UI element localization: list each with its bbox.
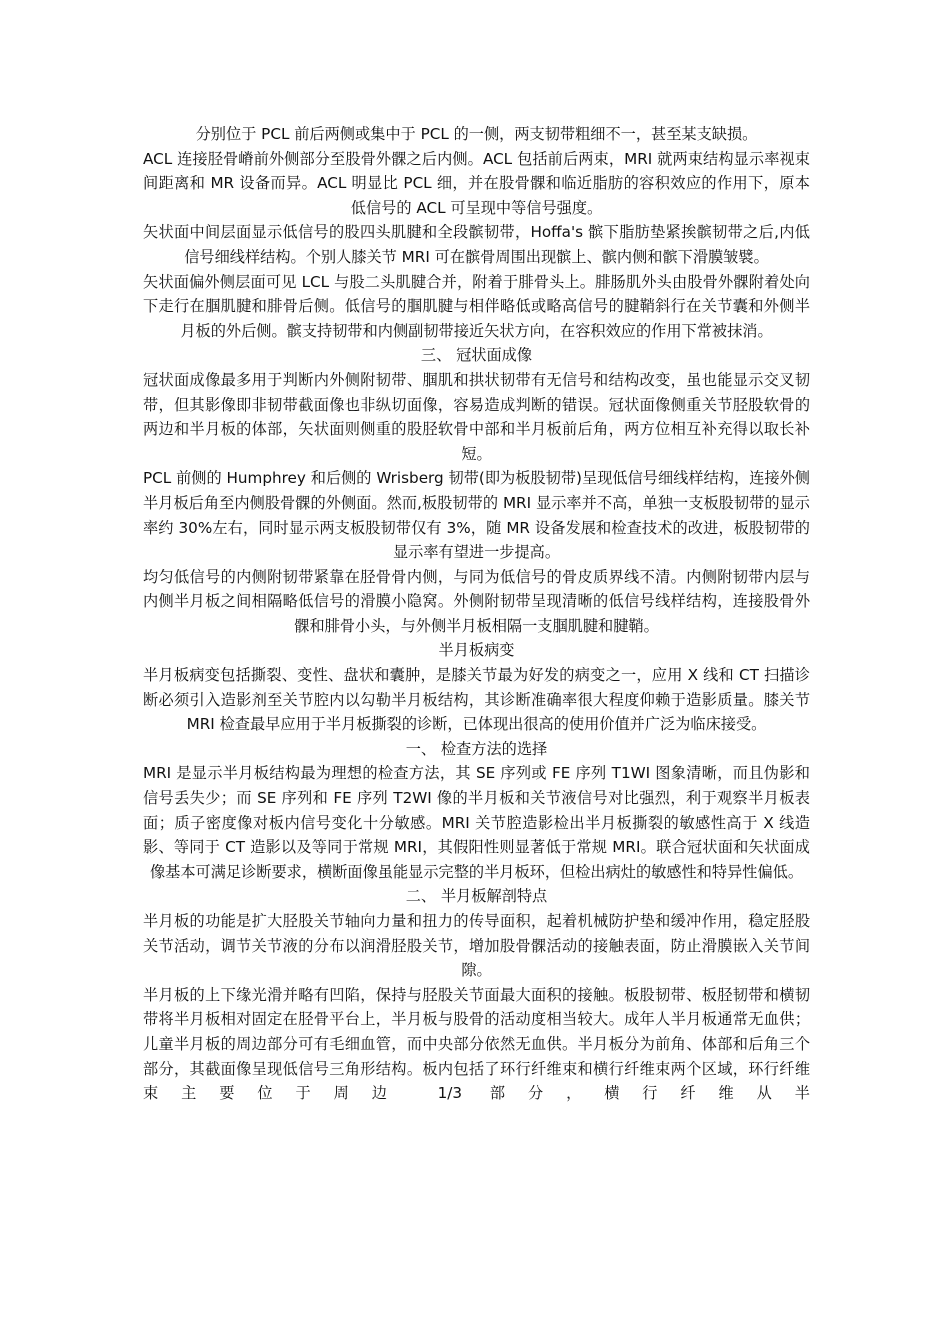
section-heading: 一、 检查方法的选择 <box>405 739 548 758</box>
section-heading: 半月板病变 <box>438 641 515 660</box>
paragraph: 半月板的功能是扩大胫股关节轴向力量和扭力的传导面积，起着机械防护垫和缓冲作用，稳定胫股关节活动，调节关节液的分布以润滑胫股关节，增加股骨髁活动的接触表面，防止滑膜嵌入关节间隙。 <box>143 912 810 980</box>
paragraph: 半月板的上下缘光滑并略有凹陷，保持与胫股关节面最大面积的接触。板股韧带、板胫韧带和横韧带将半月板相对固定在胫骨平台上，半月板与股骨的活动度相当较大。成年人半月板通常无血供；儿童半月板的周边部分可有毛细血管，而中央部分依然无血供。半月板分为前角、体部和后角三个部分，其截面像呈现低信号三角形结构。板内包括了环行纤维束和横行纤维束两个区域，环行纤维束主要位于周边 1/3 部分，横行纤维从半 <box>143 985 810 1103</box>
paragraph: 分别位于 PCL 前后两侧或集中于 PCL 的一侧，两支韧带粗细不一，甚至某支缺损。 <box>195 125 758 143</box>
paragraph: PCL 前侧的 Humphrey 和后侧的 Wrisberg 韧带(即为板股韧带)呈现低信号细线样结构，连接外侧半月板后角至内侧股骨髁的外侧面。然而,板股韧带的 MRI 显示率并不高，单独一支板股韧带的显示率约 30%左右，同时显示两支板股韧带仅有 3%，随 MR 设备发展和检查技术的改进，板股韧带的显示率有望进一步提高。 <box>143 469 810 562</box>
paragraph: 均匀低信号的内侧附韧带紧靠在胫骨骨内侧，与同为低信号的骨皮质界线不清。内侧附韧带内层与内侧半月板之间相隔略低信号的滑膜小隐窝。外侧附韧带呈现清晰的低信号线样结构，连接股骨外髁和腓骨小头，与外侧半月板相隔一支腘肌腱和腱鞘。 <box>143 567 810 635</box>
paragraph: 半月板病变包括撕裂、变性、盘状和囊肿，是膝关节最为好发的病变之一，应用 X 线和 CT 扫描诊断必须引入造影剂至关节腔内以勾勒半月板结构，其诊断准确率很大程度仰赖于造影质量。膝关节 MRI 检查最早应用于半月板撕裂的诊断，已体现出很高的使用价值并广泛为临床接受。 <box>143 666 810 734</box>
paragraph: 冠状面成像最多用于判断内外侧附韧带、腘肌和拱状韧带有无信号和结构改变，虽也能显示交叉韧带，但其影像即非韧带截面像也非纵切面像，容易造成判断的错误。冠状面像侧重关节胫股软骨的两边和半月板的体部，矢状面则侧重的股胫软骨中部和半月板前后角，两方位相互补充得以取长补短。 <box>143 370 810 463</box>
document-body <box>143 122 810 1106</box>
paragraph: 矢状面偏外侧层面可见 LCL 与股二头肌腱合并，附着于腓骨头上。腓肠肌外头由股骨外髁附着处向下走行在腘肌腱和腓骨后侧。低信号的腘肌腱与相伴略低或略高信号的腱鞘斜行在关节囊和外侧半月板的外后侧。髌支持韧带和内侧副韧带接近矢状方向，在容积效应的作用下常被抹消。 <box>143 272 810 340</box>
paragraph: MRI 是显示半月板结构最为理想的检查方法，其 SE 序列或 FE 序列 T1WI 图象清晰，而且伪影和信号丢失少；而 SE 序列和 FE 序列 T2WI 像的半月板和关节液信号对比强烈，利于观察半月板表面；质子密度像对板内信号变化十分敏感。MRI 关节腔造影检出半月板撕裂的敏感性高于 X 线造影、等同于 CT 造影以及等同于常规 MRI，其假阳性则显著低于常规 MRI。联合冠状面和矢状面成像基本可满足诊断要求，横断面像虽能显示完整的半月板环，但检出病灶的敏感性和特异性偏低。 <box>143 764 810 881</box>
paragraph: 矢状面中间层面显示低信号的股四头肌腱和全段髌韧带，Hoffa's 髌下脂肪垫紧挨髌韧带之后,内低信号细线样结构。个别人膝关节 MRI 可在髌骨周围出现髌上、髌内侧和髌下滑膜皱襞。 <box>143 223 810 266</box>
section-heading: 三、 冠状面成像 <box>420 346 533 365</box>
section-heading: 二、 半月板解剖特点 <box>405 887 548 906</box>
paragraph: ACL 连接胫骨嵴前外侧部分至股骨外髁之后内侧。ACL 包括前后两束，MRI 就两束结构显示率视束间距离和 MR 设备而异。ACL 明显比 PCL 细，并在股骨髁和临近脂肪的容积效应的作用下，原本低信号的 ACL 可呈现中等信号强度。 <box>143 149 810 217</box>
